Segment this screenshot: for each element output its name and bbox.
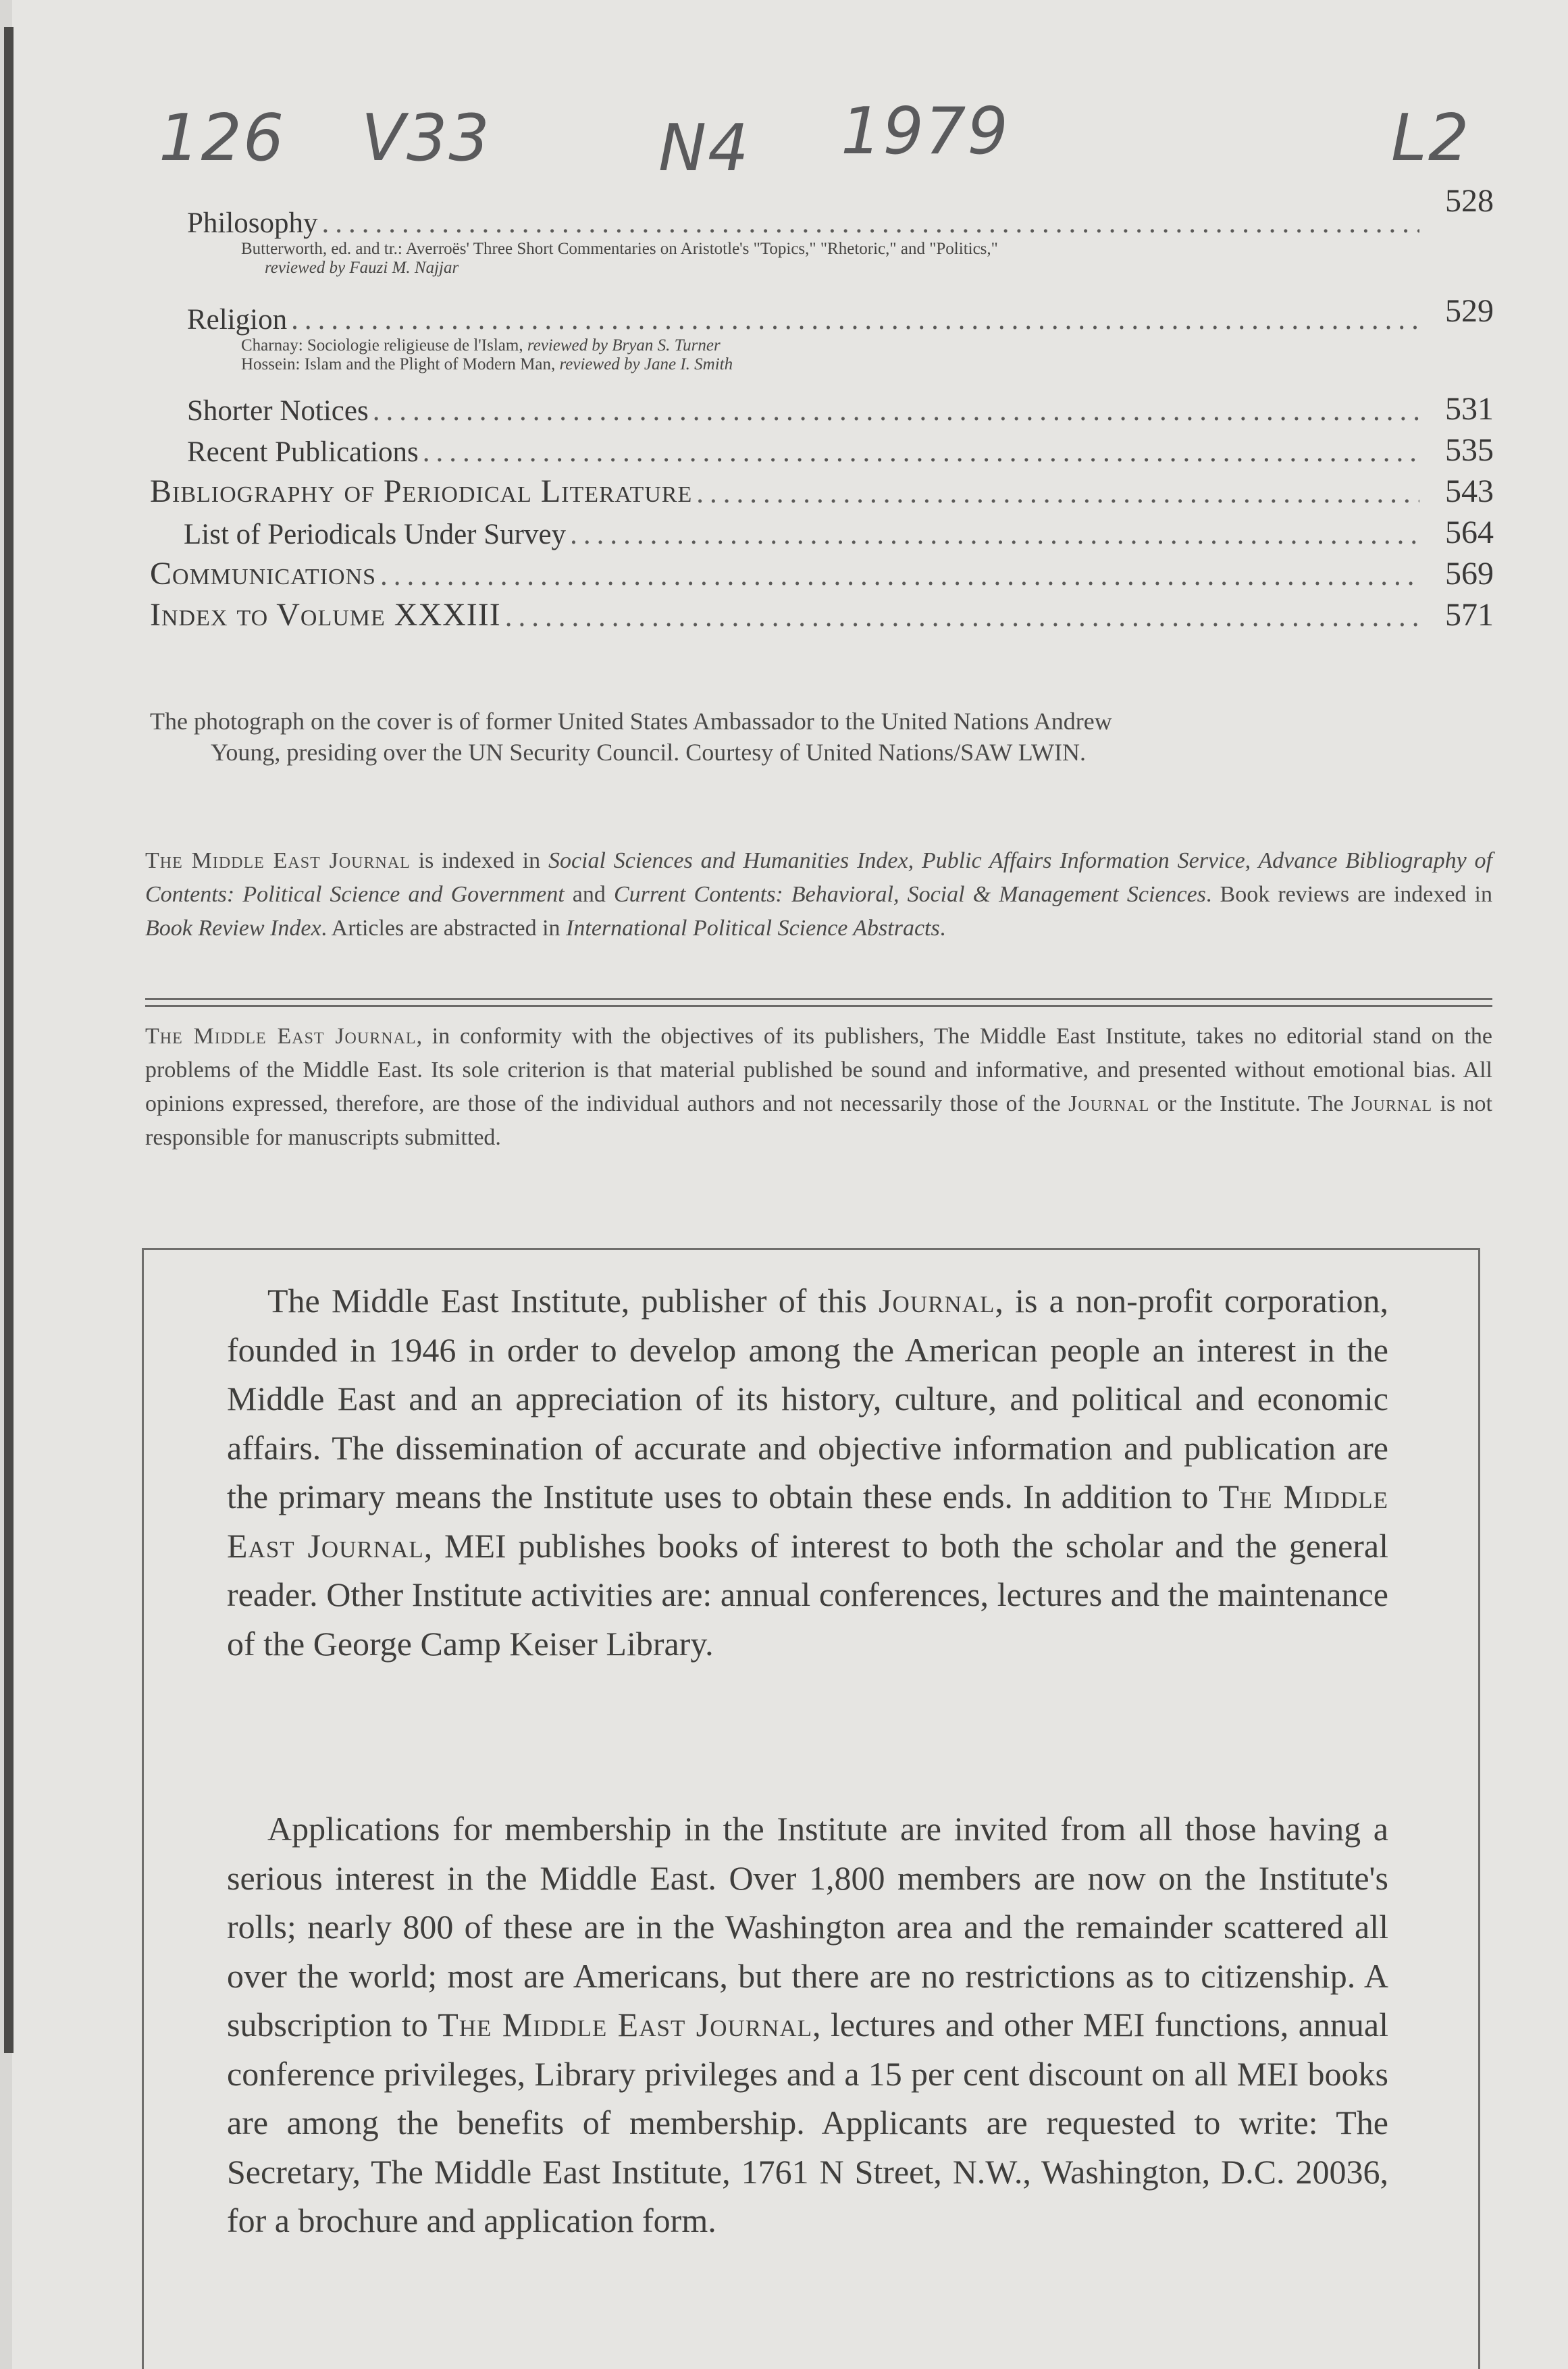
table-of-contents [150, 183, 1494, 633]
toc-entry-label: List of Periodicals Under Survey [184, 519, 567, 550]
editorial-policy [145, 1020, 1492, 1155]
toc-entry [150, 473, 1494, 510]
toc-entry-page: 528 [1445, 183, 1494, 219]
indexing-note [145, 844, 1492, 945]
toc-entry-label: Communications [150, 556, 377, 592]
toc-subentry [241, 240, 1494, 259]
toc-entry-label: Religion [187, 304, 288, 336]
toc-leader-dots [570, 518, 1419, 551]
double-rule-top [145, 998, 1492, 1000]
indexing-text: is indexed in [410, 848, 548, 873]
toc-leader-dots [423, 436, 1419, 469]
toc-entry [187, 183, 1494, 240]
handwritten-number: N4 [658, 111, 750, 186]
caption-line: Young, presiding over the UN Security Council. Courtesy of United Nations/SAW LWIN. [211, 739, 1086, 766]
journal-short-name: Journal [1068, 1091, 1150, 1116]
toc-entry-page: 529 [1445, 293, 1494, 329]
journal-name: The Middle East Journal [438, 2006, 813, 2043]
journal-name: The Middle East Journal [145, 1024, 417, 1049]
journal-name: The Middle East Journal [145, 848, 411, 873]
handwritten-mark: L2 [1391, 101, 1471, 176]
toc-subentry-text: Charnay: Sociologie religieuse de l'Islam, [241, 336, 527, 355]
toc-entry-label: Recent Publications [187, 436, 419, 468]
toc-leader-dots [380, 559, 1419, 592]
toc-entry [150, 596, 1494, 633]
caption-line: The photograph on the cover is of former United States Ambassador to the United Nations Andrew [150, 708, 1112, 735]
indexing-text: . Articles are abstracted in [321, 916, 567, 941]
index-list: Social Sciences and Humanities Index, Public Affairs Information Service, Advance Bibliography of Contents: Political Science and Government [145, 848, 1492, 907]
journal-short-name: Journal [1351, 1091, 1433, 1116]
double-rule-bottom [145, 1005, 1492, 1007]
toc-entry [187, 390, 1494, 427]
index-list: International Political Science Abstracts [566, 916, 940, 941]
toc-entry-label: Index to Volume XXXIII [150, 597, 501, 633]
toc-entry-page: 569 [1445, 556, 1494, 592]
toc-leader-dots [291, 303, 1419, 336]
paragraph-text: Applications for membership in the Institute are invited from all those having a serious interest in the Middle East. Over 1,800 members are now on the Institute's rolls; nearly 800 of these are in the Washington area and the remainder scattered all over the world; most are Americans, but there are no restrictions as to citizenship. A subscription to [227, 1810, 1388, 2043]
toc-entry-page: 564 [1445, 515, 1494, 550]
indexing-text: . Book reviews are indexed in [1205, 882, 1492, 907]
toc-subentry-reviewer: reviewed by Fauzi M. Najjar [265, 259, 459, 277]
toc-subentry-reviewer: reviewed by Jane I. Smith [559, 355, 733, 373]
membership-information [227, 1804, 1388, 2245]
index-list: Current Contents: Behavioral, Social & Management Sciences [614, 882, 1206, 907]
handwritten-call-number: 126 [159, 101, 286, 176]
toc-leader-dots [373, 394, 1419, 427]
institute-description [227, 1276, 1388, 1668]
policy-text: or the Institute. The [1149, 1091, 1351, 1116]
toc-entry-page: 531 [1445, 391, 1494, 427]
toc-entry-label: Philosophy [187, 207, 318, 239]
toc-entry [187, 293, 1494, 336]
toc-entry-page: 535 [1445, 432, 1494, 468]
policy-text: , in conformity with the objectives of its publishers, The Middle East Institute, takes no editorial stand on the problems of the Middle East. Its sole criterion is that material published be sound and informative, and presented without emotional bias. All opinions expressed, therefore, are those of the individual authors and not necessarily those of the [145, 1024, 1492, 1116]
handwritten-volume: V33 [361, 101, 491, 176]
toc-entry-page: 571 [1445, 597, 1494, 633]
indexing-text: and [564, 882, 614, 907]
toc-entry-label: Shorter Notices [187, 395, 369, 427]
toc-subentry-reviewer: reviewed by Bryan S. Turner [527, 336, 721, 355]
cover-photo-caption [150, 706, 1487, 768]
toc-leader-dots [322, 207, 1419, 240]
toc-leader-dots [696, 477, 1419, 510]
toc-entry [184, 514, 1494, 551]
indexing-text: . [939, 916, 946, 941]
toc-subentry [265, 259, 1494, 278]
toc-entry-page: 543 [1445, 473, 1494, 509]
toc-subentry-text: Hossein: Islam and the Plight of Modern Man, [241, 355, 560, 373]
paragraph [227, 1276, 1388, 1668]
journal-short-name: Journal [879, 1282, 995, 1320]
toc-subentry [241, 355, 1494, 374]
journal-name: The Middle East Journal [227, 1478, 1388, 1565]
toc-leader-dots [505, 600, 1419, 633]
paragraph-text: , MEI publishes books of interest to both the scholar and the general reader. Other Institute activities are: annual conferences, lectures and the maintenance of the George Camp Keiser Library. [227, 1526, 1389, 1663]
handwritten-year: 1979 [841, 95, 1010, 169]
toc-subentry-text: Butterworth, ed. and tr.: Averroës' Three Short Commentaries on Aristotle's "Topics," "Rhetoric," and "Politics," [241, 240, 998, 258]
toc-entry [187, 432, 1494, 469]
binding-shadow [4, 27, 14, 2053]
toc-entry [150, 555, 1494, 592]
paragraph-text: , is a non-profit corporation, founded in 1946 in order to develop among the American people an interest in the Middle East and an appreciation of its history, culture, and political and economic affairs. The dissemination of accurate and objective information and publication are the primary means the Institute uses to obtain these ends. In addition to [227, 1282, 1388, 1515]
toc-entry-label: Bibliography of Periodical Literature [150, 473, 693, 509]
paragraph [227, 1804, 1388, 2245]
toc-subentry [241, 336, 1494, 355]
paragraph-text: The Middle East Institute, publisher of this [267, 1282, 879, 1320]
index-list: Book Review Index [145, 916, 321, 941]
paragraph-text: , lectures and other MEI functions, annual conference privileges, Library privileges and a 15 per cent discount on all MEI books are among the benefits of membership. Applicants are requested to write: The Secretary, The Middle East Institute, 1761 N Street, N.W., Washington, D.C. 20036, for a brochure and application form. [227, 2006, 1389, 2239]
policy-text: is not responsible for manuscripts submitted. [145, 1091, 1492, 1150]
